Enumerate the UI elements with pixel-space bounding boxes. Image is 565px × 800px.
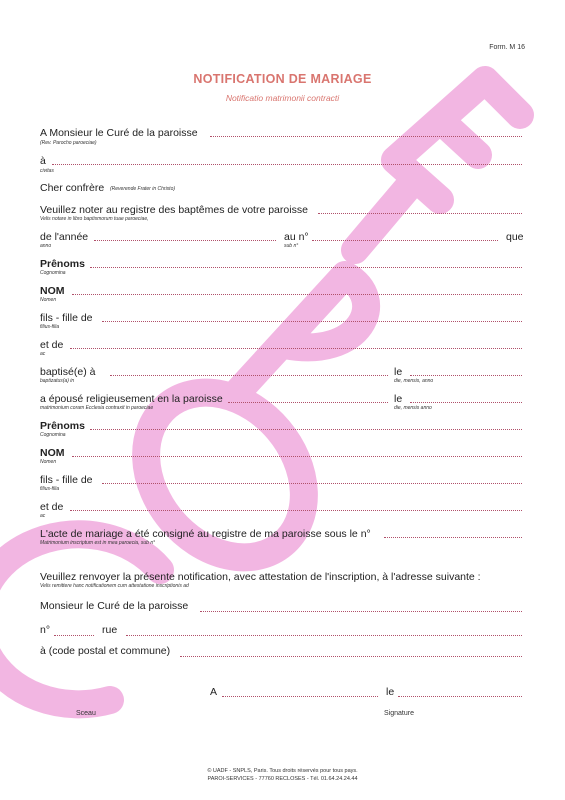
- no-label: n°: [40, 624, 51, 636]
- prenoms2-field[interactable]: [90, 429, 522, 430]
- fils2-latin: filius-filia: [40, 486, 60, 492]
- form-number: Form. M 16: [489, 44, 525, 51]
- au-no-label: au n°: [284, 231, 309, 243]
- renvoyer-latin: Velis remittere hanc notificationem cum attestatione inscriptionis ad: [40, 583, 189, 589]
- prenoms1-label: Prênoms: [40, 258, 85, 270]
- watermark-text: COPIE: [0, 0, 4, 1]
- sig-a-label: A: [210, 686, 218, 698]
- rue-label: rue: [102, 624, 118, 636]
- annee-label: de l'année: [40, 231, 89, 243]
- etde2-label: et de: [40, 501, 64, 513]
- fils2-label: fils - fille de: [40, 474, 93, 486]
- sig-le-field[interactable]: [398, 696, 522, 697]
- etde1-label: et de: [40, 339, 64, 351]
- epouse-field[interactable]: [228, 402, 388, 403]
- page-title: NOTIFICATION DE MARIAGE: [193, 72, 372, 86]
- le2-field[interactable]: [410, 402, 522, 403]
- renvoyer-label: Veuillez renvoyer la présente notification, avec attestation de l'inscription, à l'adresse suivante :: [40, 571, 481, 583]
- prenoms1-field[interactable]: [90, 267, 522, 268]
- cp-field[interactable]: [180, 656, 522, 657]
- etde2-latin: ac: [40, 513, 46, 519]
- cure2-field[interactable]: [200, 611, 522, 612]
- registre-label: Veuillez noter au registre des baptêmes de votre paroisse: [40, 204, 308, 216]
- annee-latin: anno: [40, 243, 52, 249]
- baptise-latin: baptizatus(a) in: [40, 378, 75, 384]
- fils1-field[interactable]: [102, 321, 522, 322]
- fils1-latin: filius-filia: [40, 324, 60, 330]
- footer-publisher: PAROI-SERVICES - 77760 RECLOSES - Tél. 01.64.24.24.44: [207, 776, 358, 782]
- registre-field[interactable]: [318, 213, 522, 214]
- fils2-field[interactable]: [102, 483, 522, 484]
- signature-label: Signature: [384, 710, 414, 717]
- acte-label: L'acte de mariage a été consigné au registre de ma paroisse sous le n°: [40, 528, 371, 540]
- nom1-field[interactable]: [72, 294, 522, 295]
- annee-field[interactable]: [94, 240, 276, 241]
- etde1-field[interactable]: [70, 348, 522, 349]
- no-field[interactable]: [54, 635, 94, 636]
- baptise-field[interactable]: [110, 375, 388, 376]
- sig-le-label: le: [386, 686, 395, 698]
- confrere-label: Cher confrère: [40, 182, 105, 194]
- le1-latin: die, mensis, anno: [394, 378, 434, 384]
- acte-field[interactable]: [384, 537, 522, 538]
- prenoms1-latin: Cognomina: [40, 270, 66, 276]
- baptise-label: baptisé(e) à: [40, 366, 96, 378]
- a-label: à: [40, 155, 46, 167]
- nom2-latin: Nomen: [40, 459, 57, 465]
- nom2-field[interactable]: [72, 456, 522, 457]
- cure-latin: (Rev. Parocho paroeciae): [40, 140, 97, 146]
- le2-label: le: [394, 393, 403, 405]
- sig-a-field[interactable]: [222, 696, 378, 697]
- etde1-latin: ac: [40, 351, 46, 357]
- cp-label: à (code postal et commune): [40, 645, 171, 657]
- a-latin: civitas: [40, 168, 54, 174]
- sceau-label: Sceau: [76, 710, 96, 717]
- nom1-label: NOM: [40, 285, 65, 297]
- confrere-latin: (Reverende Frater in Christo): [110, 186, 176, 192]
- a-field[interactable]: [52, 164, 522, 165]
- prenoms2-label: Prênoms: [40, 420, 85, 432]
- au-no-field[interactable]: [312, 240, 498, 241]
- registre-latin: Velis notare in libro baptismorum tuae paroeciae,: [40, 216, 149, 222]
- cure2-label: Monsieur le Curé de la paroisse: [40, 600, 189, 612]
- au-no-latin: sub n°: [284, 243, 299, 249]
- epouse-latin: matrimonium coram Ecclesia contraxit in paroeciae: [40, 405, 154, 411]
- epouse-label: a épousé religieusement en la paroisse: [40, 393, 223, 405]
- footer-copyright: © UADF - SNPLS, Paris. Tous droits réservés pour tous pays.: [207, 768, 358, 774]
- fils1-label: fils - fille de: [40, 312, 93, 324]
- etde2-field[interactable]: [70, 510, 522, 511]
- le1-label: le: [394, 366, 403, 378]
- prenoms2-latin: Cognomina: [40, 432, 66, 438]
- acte-latin: Matrimonium inscriptum est in mea paroecia, sub n°: [40, 540, 156, 546]
- nom1-latin: Nomen: [40, 297, 57, 303]
- le2-latin: die, mensis anno: [394, 405, 432, 411]
- cure-label: A Monsieur le Curé de la paroisse: [40, 127, 198, 139]
- rue-field[interactable]: [126, 635, 522, 636]
- que-label: que: [506, 231, 524, 243]
- page-subtitle: Notificatio matrimonii contracti: [225, 93, 340, 103]
- nom2-label: NOM: [40, 447, 65, 459]
- cure-field[interactable]: [210, 136, 522, 137]
- le1-field[interactable]: [410, 375, 522, 376]
